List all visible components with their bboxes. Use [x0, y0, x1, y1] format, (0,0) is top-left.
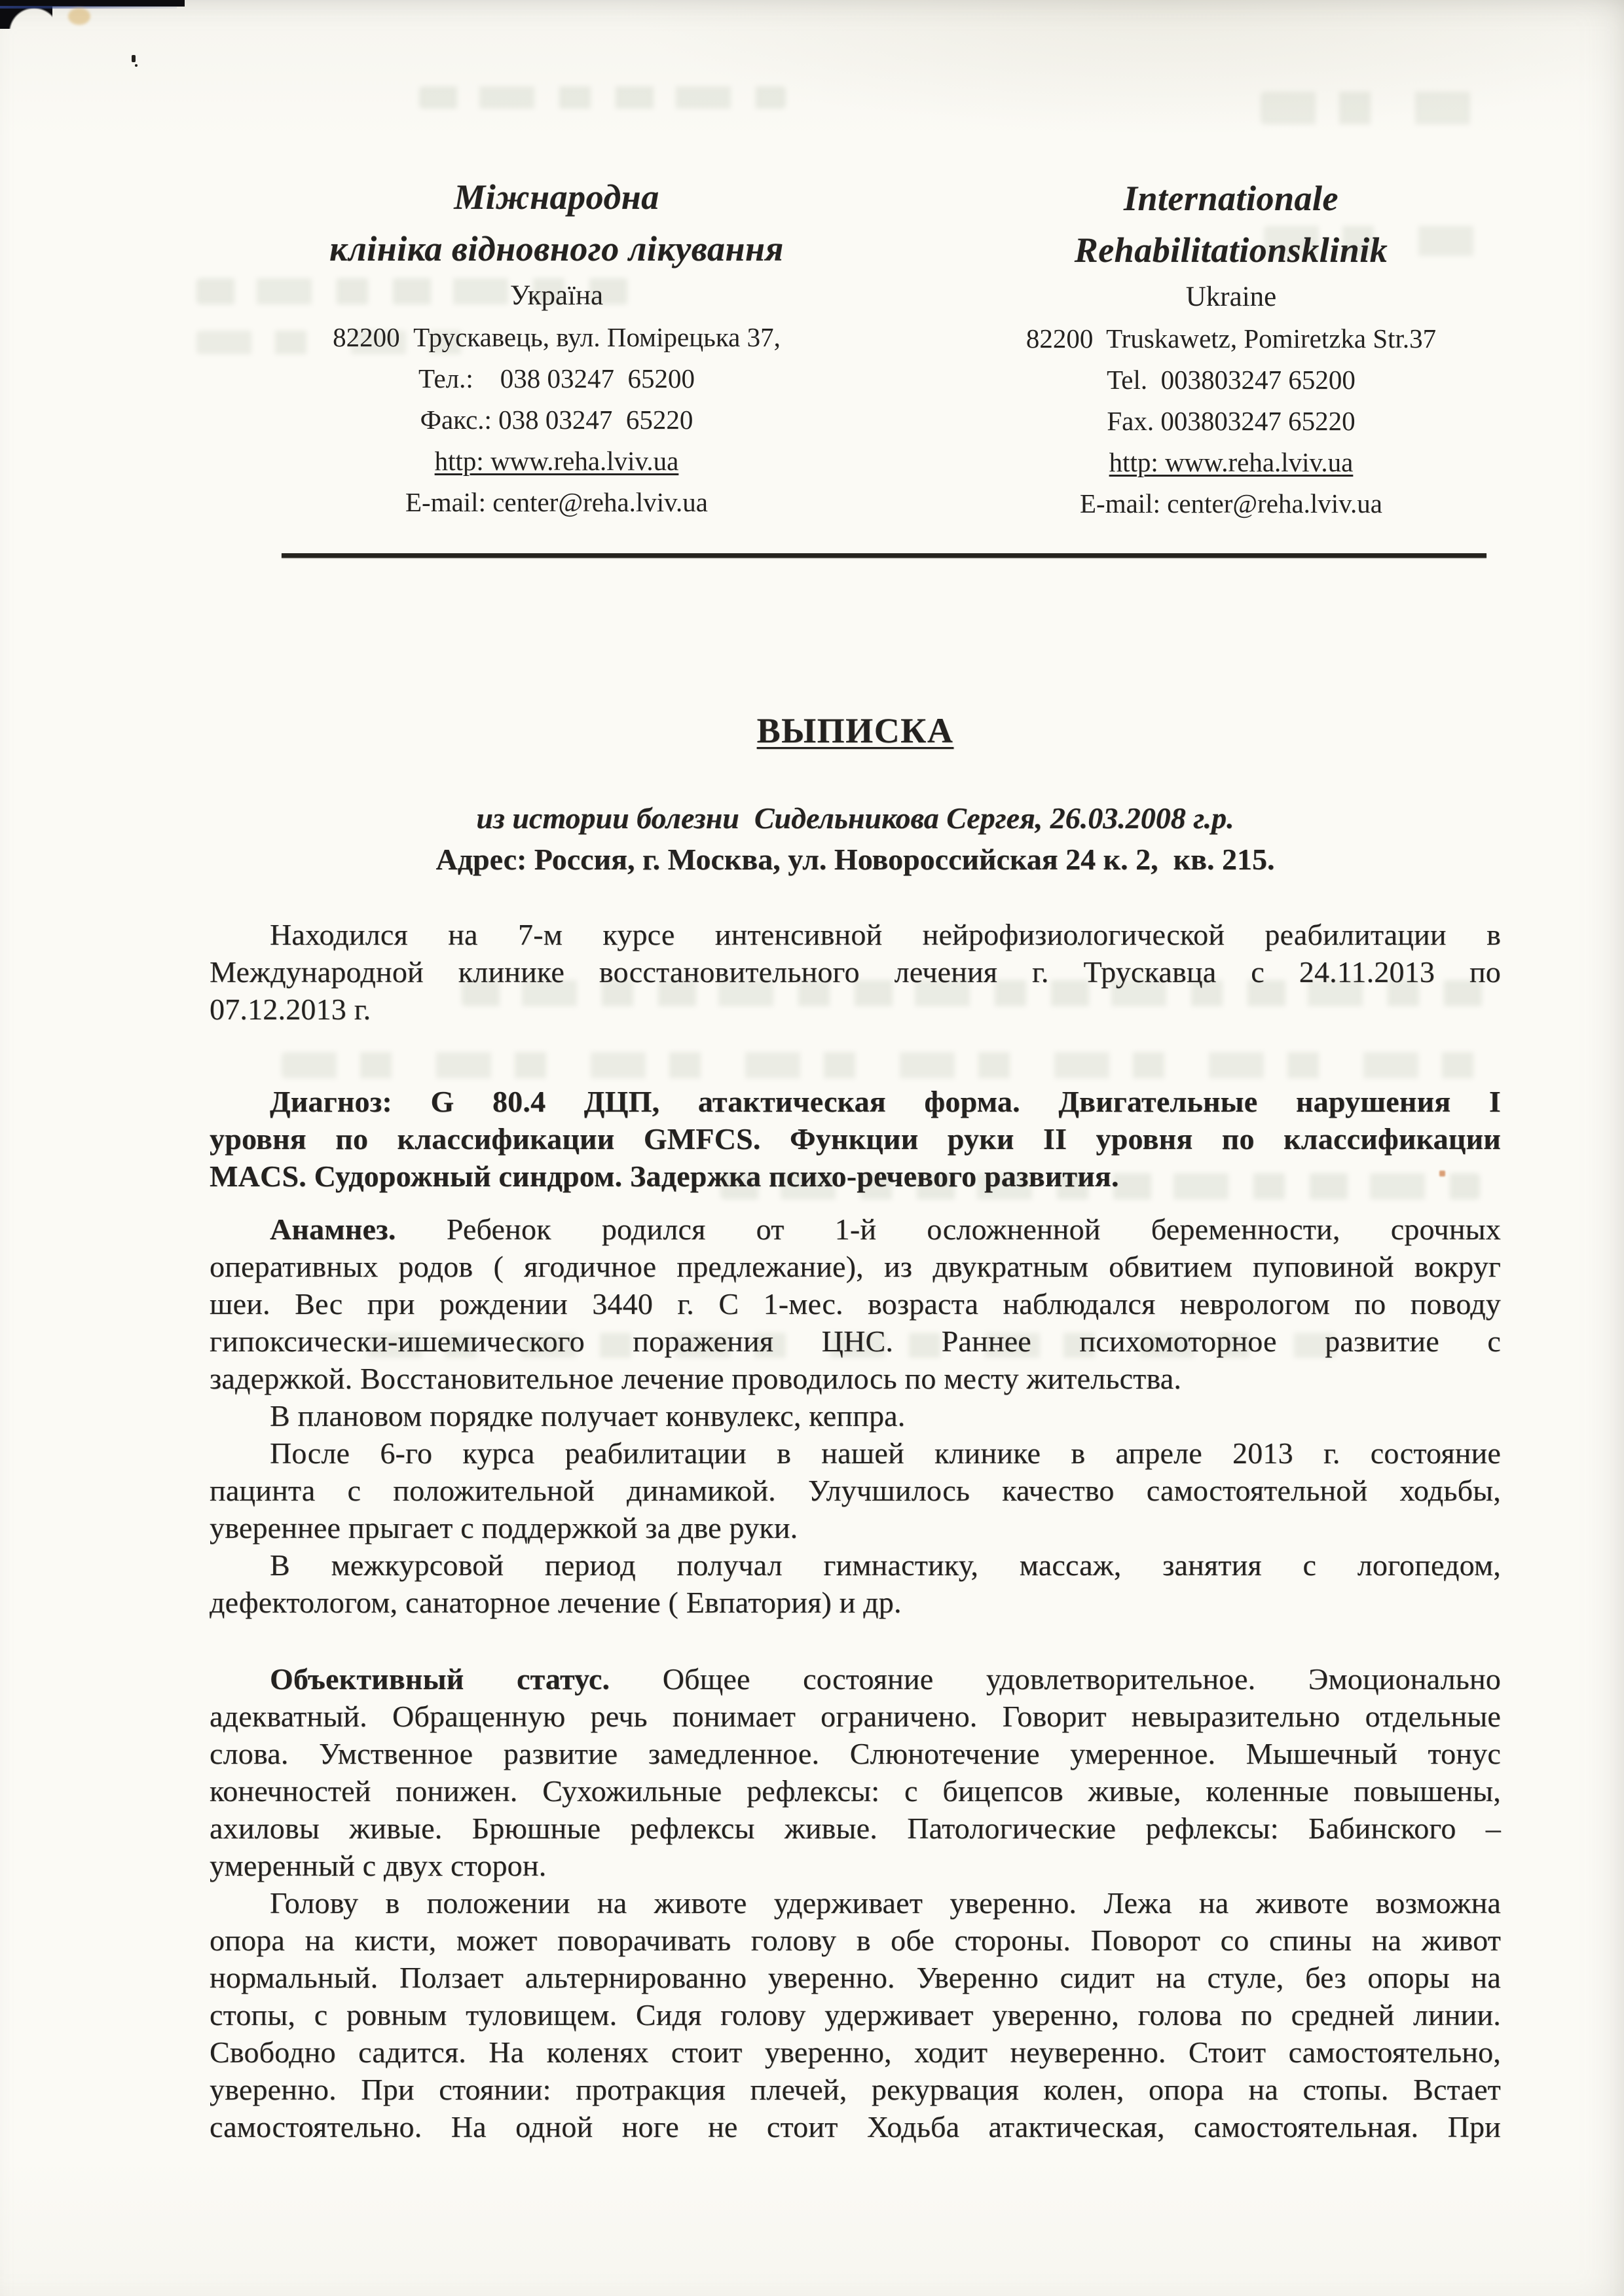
text-line: гипоксически-ишемического поражения ЦНС. Раннее психомоторное развитие с: [210, 1324, 1501, 1358]
email-de: E-mail: center@reha.lviv.ua: [1080, 488, 1382, 519]
text-line: оперативных родов ( ягодичное предлежание), из двукратным обвитием пуповиной вокруг: [210, 1250, 1501, 1283]
text-line: опора на кисти, может поворачивать голову в обе стороны. Поворот со спины на живот: [210, 1923, 1501, 1957]
text-line: дефектологом, санаторное лечение ( Евпатория) и др.: [210, 1586, 902, 1619]
phone-uk: Тел.: 038 03247 65200: [418, 363, 695, 393]
clinic-name-de-line1: Internationale: [1123, 179, 1339, 218]
text-line: слова. Умственное развитие замедленное. Слюнотечение умеренное. Мышечный тонус: [210, 1737, 1501, 1770]
paragraph-lead: Объективный статус.: [270, 1662, 663, 1696]
text-line: адекватный. Обращенную речь понимает ограничено. Говорит невыразительно отдельные: [210, 1700, 1501, 1733]
patient-address-line: Адрес: Россия, г. Москва, ул. Новороссийская 24 к. 2, кв. 215.: [435, 843, 1275, 876]
text-line: Анамнез. Ребенок родился от 1-й осложненной беременности, срочных: [270, 1212, 1501, 1246]
country-uk: Україна: [509, 280, 604, 311]
text-line: Диагноз: G 80.4 ДЦП, атактическая форма. Двигательные нарушения I: [270, 1085, 1501, 1118]
clinic-name-uk-line2: клініка відновного лікування: [329, 229, 784, 268]
text-line: умеренный с двух сторон.: [210, 1849, 547, 1882]
text-line: Объективный статус. Общее состояние удовлетворительное. Эмоционально: [270, 1662, 1501, 1696]
clinic-name-de-line2: Rehabilitationsklinik: [1074, 230, 1388, 270]
website-uk: http: www.reha.lviv.ua: [434, 446, 679, 476]
bleedthrough-artifact: [419, 86, 786, 109]
paragraph: [210, 1397, 1501, 1434]
text-line: После 6-го курса реабилитации в нашей клинике в апреле 2013 г. состояние: [270, 1436, 1501, 1470]
text-line: Свободно садится. На коленях стоит уверенно, ходит неуверенно. Стоит самостоятельно,: [210, 2035, 1501, 2069]
text-line: пацинта с положительной динамикой. Улучшилось качество самостоятельной ходьбы,: [210, 1474, 1501, 1507]
text-line: 07.12.2013 г.: [210, 993, 371, 1026]
paragraph: [210, 1660, 1501, 1884]
text-line: Голову в положении на животе удерживает уверенно. Лежа на животе возможна: [270, 1886, 1501, 1920]
text-line: В плановом порядке получает конвулекс, кеппра.: [270, 1399, 906, 1432]
text-line: MACS. Судорожный синдром. Задержка психо-речевого развития.: [210, 1159, 1119, 1193]
fax-de: Fax. 003803247 65220: [1107, 406, 1356, 436]
document-title: ВЫПИСКА: [756, 711, 954, 750]
paragraph-lead: Анамнез.: [270, 1212, 447, 1246]
text-line: самостоятельно. На одной ноге не стоит Ходьба атактическая, самостоятельная. При: [210, 2110, 1501, 2143]
paragraph: [210, 1884, 1501, 2145]
speck-artifact: [135, 64, 138, 67]
text-line: В межкурсовой период получал гимнастику, массаж, занятия с логопедом,: [270, 1548, 1501, 1582]
paragraph: [210, 916, 1501, 1028]
text-line: ахиловы живые. Брюшные рефлексы живые. Патологические рефлексы: Бабинского –: [210, 1812, 1501, 1845]
address-uk: 82200 Трускавець, вул. Помірецька 37,: [333, 322, 781, 352]
country-de: Ukraine: [1185, 282, 1277, 312]
text-line: уровня по классификации GMFCS. Функции руки II уровня по классификации: [210, 1122, 1501, 1156]
text-line: нормальный. Ползает альтернированно уверенно. Уверенно сидит на стуле, без опоры на: [210, 1961, 1501, 1994]
text-line: конечностей понижен. Сухожильные рефлексы: с бицепсов живые, коленные повышены,: [210, 1774, 1501, 1808]
website-de: http: www.reha.lviv.ua: [1109, 447, 1354, 477]
paragraph: [210, 1546, 1501, 1621]
bleedthrough-artifact: [1261, 92, 1480, 124]
text-line: задержкой. Восстановительное лечение проводилось по месту жительства.: [210, 1362, 1182, 1395]
text-line: увереннее прыгает с поддержкой за две руки.: [210, 1511, 798, 1544]
paragraphs: [210, 916, 1501, 2145]
header-divider-line: [282, 553, 1486, 558]
letterhead-german: [930, 173, 1532, 524]
email-uk: E-mail: center@reha.lviv.ua: [405, 487, 708, 517]
document-body: [210, 710, 1501, 2145]
paragraph: [210, 1211, 1501, 1397]
text-line: шеи. Вес при рождении 3440 г. С 1-мес. возраста наблюдался неврологом по поводу: [210, 1287, 1501, 1321]
clinic-name-uk-line1: Міжнародна: [454, 177, 659, 217]
speck-artifact: [132, 55, 136, 62]
address-de: 82200 Truskawetz, Pomiretzka Str.37: [1025, 323, 1437, 354]
text-line: Международной клинике восстановительного лечения г. Трускавца с 24.11.2013 по: [210, 955, 1501, 989]
text-line: стопы, с ровным туловищем. Сидя голову удерживает уверенно, голова по средней линии.: [210, 1998, 1501, 2032]
text-line: уверенно. При стоянии: протракция плечей, рекурвация колен, опора на стопы. Встает: [210, 2073, 1501, 2106]
phone-de: Tel. 003803247 65200: [1107, 365, 1356, 395]
paragraph: [210, 1434, 1501, 1546]
paragraph: [210, 1083, 1501, 1195]
patient-line: из истории болезни Сидельникова Сергея, 26.03.2008 г.р.: [476, 801, 1234, 835]
text-line: Находился на 7-м курсе интенсивной нейрофизиологической реабилитации в: [270, 918, 1501, 951]
stain-artifact: [68, 8, 90, 25]
scanner-edge-fringe: [0, 6, 177, 9]
fax-uk: Факс.: 038 03247 65220: [420, 405, 693, 435]
letterhead-ukrainian: [210, 172, 904, 523]
scanner-corner-artifact: [0, 0, 52, 29]
